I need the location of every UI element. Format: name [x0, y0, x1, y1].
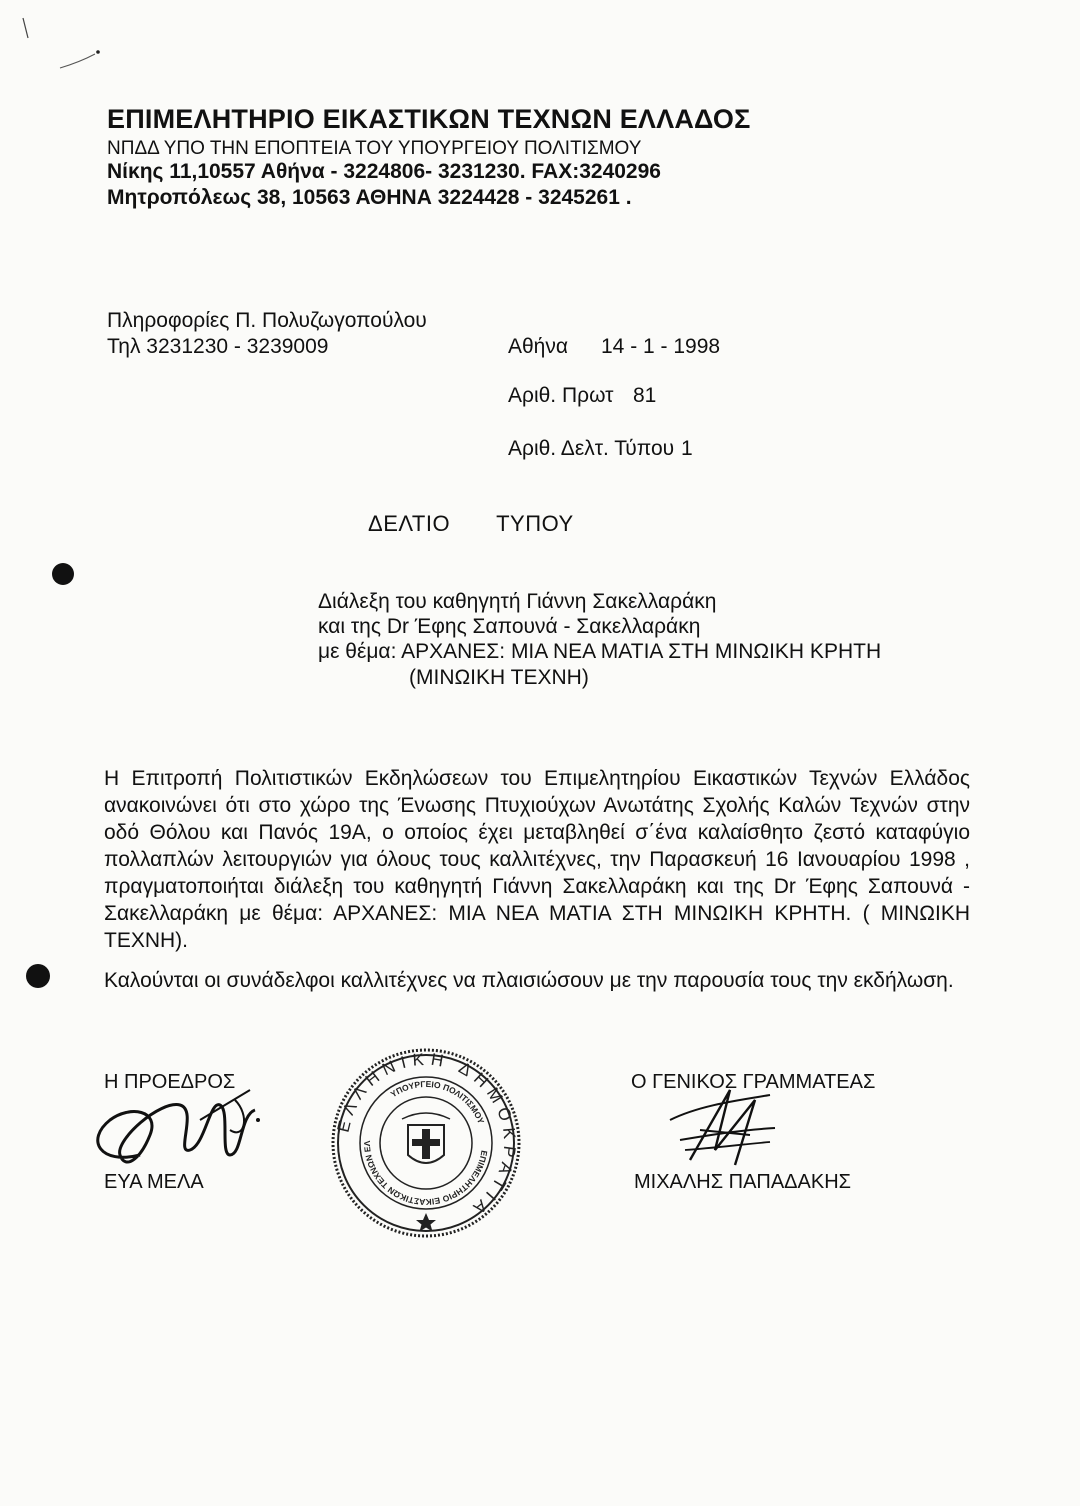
- star-icon: [416, 1213, 436, 1232]
- organization-title: ΕΠΙΜΕΛΗΤΗΡΙΟ ΕΙΚΑΣΤΙΚΩΝ ΤΕΧΝΩΝ ΕΛΛΑΔΟΣ: [107, 104, 751, 134]
- seal-top-text: ΥΠΟΥΡΓΕΙΟ ΠΟΛΙΤΙΣΜΟΥ: [388, 1078, 487, 1126]
- organization-subtitle: ΝΠΔΔ ΥΠΟ ΤΗΝ ΕΠΟΠΤΕΙΑ ΤΟΥ ΥΠΟΥΡΓΕΙΟΥ ΠΟΛΙΤΙΣΜΟΥ: [107, 138, 642, 159]
- punch-hole-top: [52, 563, 74, 585]
- contact-phone: Τηλ 3231230 - 3239009: [107, 335, 329, 358]
- seal-outer-text: ΕΛΛΗΝΙΚΗ ΔΗΜΟΚΡΑΤΙΑ: [333, 1049, 520, 1222]
- document-title-word2: ΤΥΠΟΥ: [496, 511, 574, 536]
- date-value: 14 - 1 - 1998: [601, 335, 721, 358]
- subject-line-3: με θέμα: ΑΡΧΑΝΕΣ: ΜΙΑ ΝΕΑ ΜΑΤΙΑ ΣΤΗ ΜΙΝΩΙΚΗ ΚΡΗΤΗ: [318, 640, 882, 663]
- official-seal: [326, 1039, 522, 1239]
- punch-hole-bottom: [26, 964, 50, 988]
- document-title: [368, 511, 574, 537]
- address-line-2: Μητροπόλεως 38, 10563 ΑΘΗΝΑ 3224428 - 3245261 .: [107, 186, 632, 209]
- contact-info: Πληροφορίες Π. Πολυζωγοπούλου: [107, 309, 427, 332]
- body-paragraph-1: Η Επιτροπή Πολιτιστικών Εκδηλώσεων του Επιμελητηρίου Εικαστικών Τεχνών Ελλάδος ανακοινώνει ότι στο χώρο της Ένωσης Πτυχιούχων Ανωτάτης Σχολής Καλών Τεχνών στην οδό Θόλου και Πανός 19Α, ο οποίος έχει μεταβληθεί σ΄ένα καλαίσθητο ζεστό καταφύγιο πολλαπλών λειτουργιών για όλους τους καλλιτέχνες, την Παρασκευή 16 Ιανουαρίου 1998 , πραγματοποιήται διάλεξη του καθηγητή Γιάννη Σακελλαράκη και της Dr Έφης Σαπουνά - Σακελλαράκη με θέμα: ΑΡΧΑΝΕΣ: ΜΙΑ ΝΕΑ ΜΑΤΙΑ ΣΤΗ ΜΙΝΩΙΚΗ ΚΡΗΤΗ. ( ΜΙΝΩΙΚΗ ΤΕΧΝΗ).: [104, 767, 970, 952]
- left-signatory-name: ΕΥΑ ΜΕΛΑ: [104, 1171, 204, 1193]
- date-city: Αθήνα: [508, 335, 569, 358]
- right-signatory-name: ΜΙΧΑΛΗΣ ΠΑΠΑΔΑΚΗΣ: [634, 1171, 852, 1193]
- subject-line-1: Διάλεξη του καθηγητή Γιάννη Σακελλαράκη: [318, 590, 717, 613]
- subject-line-4: (ΜΙΝΩΙΚΗ ΤΕΧΝΗ): [409, 666, 589, 689]
- seal-inner-text: ΕΠΙΜΕΛΗΤΗΡΙΟ ΕΙΚΑΣΤΙΚΩΝ ΤΕΧΝΩΝ ΕΛΛΑΔΟΣ: [326, 1039, 490, 1208]
- press-release-label: Αριθ. Δελτ. Τύπου: [508, 437, 675, 460]
- body-paragraph-2: Καλούνται οι συνάδελφοι καλλιτέχνες να πλαισιώσουν με την παρουσία τους την εκδήλωση.: [104, 969, 954, 992]
- scan-mark: [20, 10, 110, 70]
- right-signatory-role: Ο ΓΕΝΙΚΟΣ ΓΡΑΜΜΑΤΕΑΣ: [631, 1071, 876, 1093]
- protocol-number: 81: [633, 384, 657, 407]
- subject-line-2: και της Dr Έφης Σαπουνά - Σακελλαράκη: [318, 615, 701, 638]
- address-line-1: Νίκης 11,10557 Αθήνα - 3224806- 3231230. FAX:3240296: [107, 160, 661, 183]
- coat-of-arms-icon: [402, 1113, 450, 1163]
- protocol-label: Αριθ. Πρωτ: [508, 384, 614, 407]
- document-title-word1: ΔΕΛΤΙΟ: [368, 511, 451, 536]
- press-release-number: 1: [681, 437, 693, 460]
- left-signatory-role: Η ΠΡΟΕΔΡΟΣ: [104, 1071, 236, 1093]
- right-signature: [660, 1080, 790, 1175]
